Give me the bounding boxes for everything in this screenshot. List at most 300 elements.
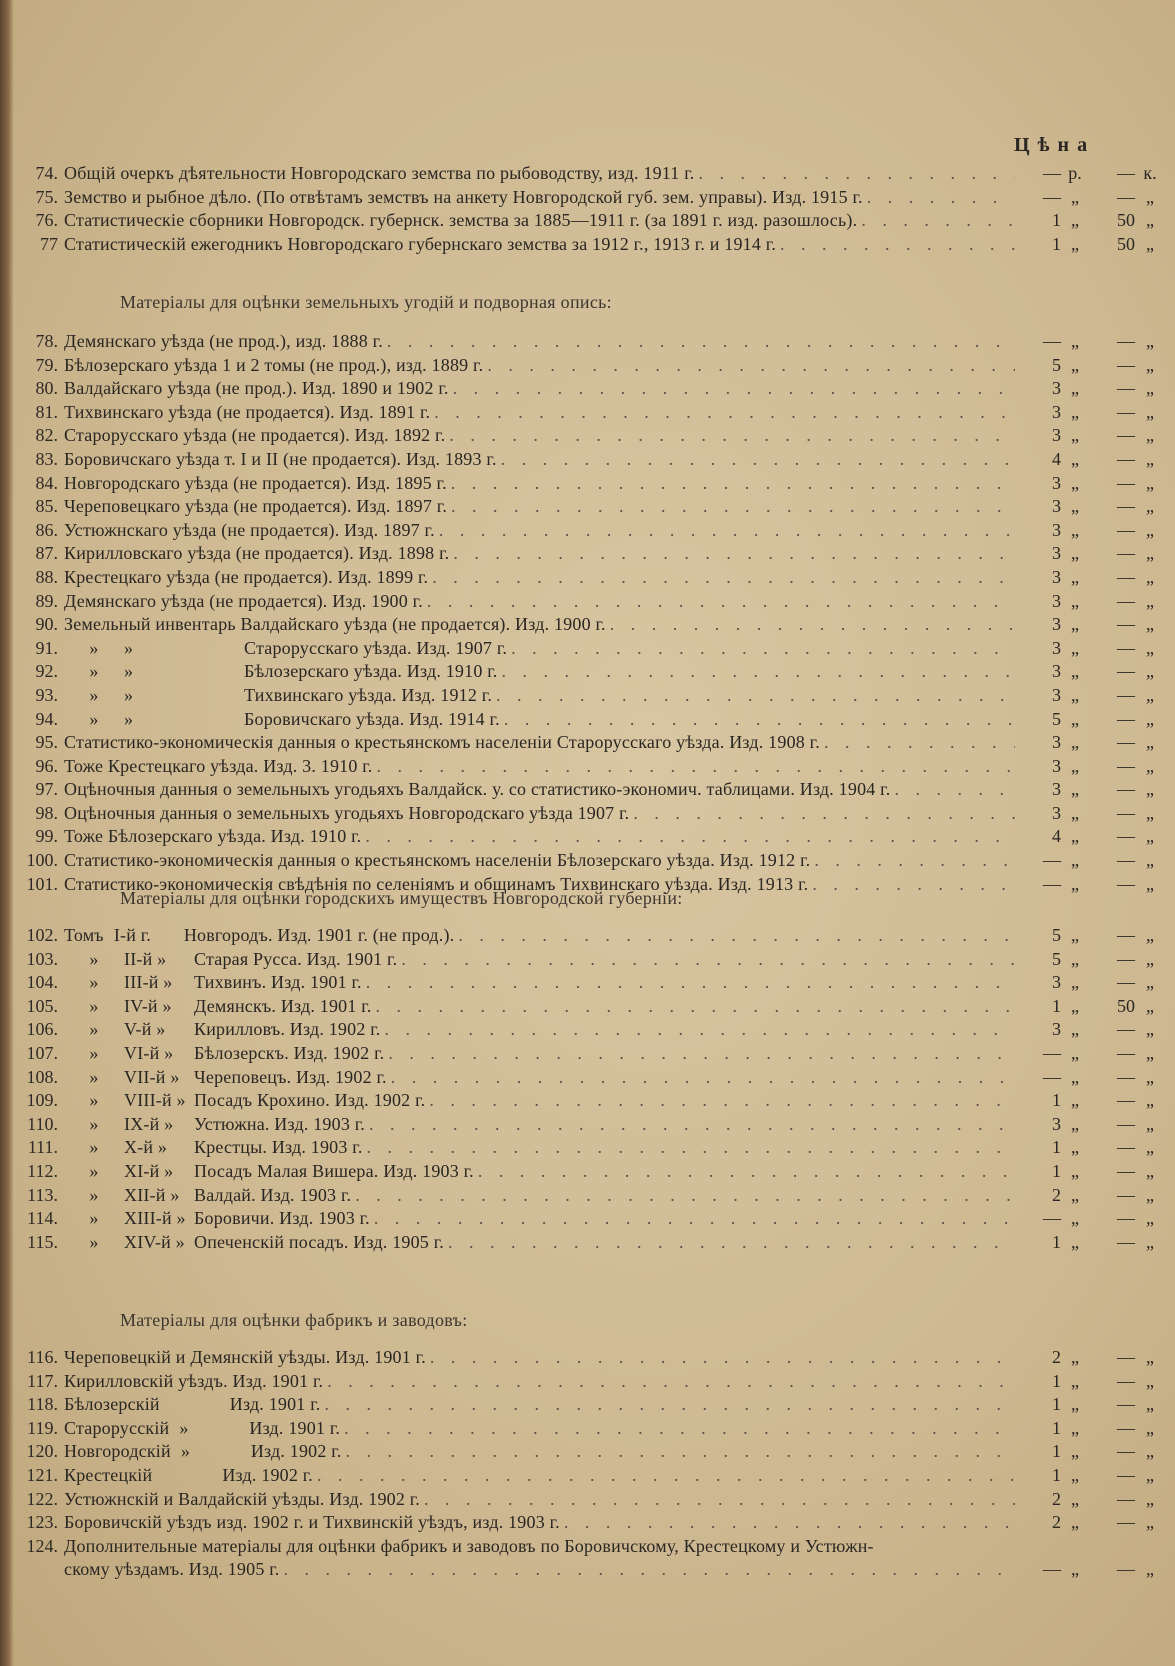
entry-number: 101. [26, 873, 58, 894]
entry-title [64, 519, 435, 543]
price-rubles-unit: „ [1071, 1042, 1079, 1063]
price-rubles: — [1043, 163, 1061, 183]
entry-text: Тоже Бѣлозерскаго уѣзда. Изд. 1910 г. [64, 826, 362, 847]
entry-number: 89. [35, 590, 58, 611]
price-kopecks: — [1117, 755, 1135, 776]
entry-price [1015, 233, 1175, 257]
price-kopecks: — [1117, 1208, 1135, 1229]
dot-leader [351, 1184, 1015, 1208]
entry-number: 80. [35, 378, 58, 399]
entry-prefix-a: » [89, 972, 99, 993]
price-kopecks-unit: „ [1146, 543, 1154, 564]
entry-title [64, 1535, 874, 1559]
price-kopecks-unit: „ [1146, 1137, 1154, 1158]
entry-price [1015, 1440, 1175, 1464]
price-kopecks-unit: „ [1146, 1019, 1154, 1040]
entry-text: Устюжнскій и Валдайскій уѣзды. Изд. 1902 г. [64, 1488, 420, 1509]
price-kopecks-unit: „ [1146, 233, 1154, 254]
entry-prefix-a: » [89, 1160, 99, 1181]
price-kopecks-unit: „ [1146, 873, 1154, 894]
entry-text: Изд. 1902 г. [222, 1464, 314, 1485]
price-kopecks: — [1117, 1512, 1135, 1533]
list-item [0, 542, 1175, 566]
price-kopecks-unit: „ [1146, 590, 1154, 611]
price-rubles-unit: „ [1071, 1512, 1079, 1533]
section-city: Матеріалы для оцѣнки городскихъ имуществъ Новгородской губерніи: [120, 888, 683, 908]
price-kopecks-unit: „ [1146, 566, 1154, 587]
price-kopecks: — [1117, 802, 1135, 823]
list-item [0, 424, 1175, 448]
price-rubles-unit: „ [1071, 779, 1079, 800]
entry-prefix-b: VII-й » [124, 1066, 180, 1087]
price-kopecks-unit: „ [1146, 1090, 1154, 1111]
entry-price [1015, 1042, 1175, 1066]
price-kopecks: — [1117, 1042, 1135, 1063]
price-rubles-unit: „ [1071, 425, 1079, 446]
entry-text: Демянскъ. Изд. 1901 г. [194, 995, 372, 1016]
price-rubles-unit: „ [1071, 186, 1079, 207]
price-rubles: — [1043, 1208, 1061, 1229]
price-kopecks: — [1117, 1090, 1135, 1111]
list-item [0, 1207, 1175, 1231]
entry-prefix-b: X-й » [124, 1137, 168, 1158]
price-rubles-unit: „ [1071, 233, 1079, 254]
entry-text: Кирилловскаго уѣзда (не продается). Изд. 1898 г. [64, 543, 450, 564]
price-rubles-unit: „ [1071, 637, 1079, 658]
dot-leader [445, 424, 1015, 448]
dot-leader [449, 377, 1015, 401]
price-kopecks-unit: „ [1146, 354, 1154, 375]
price-rubles: 3 [1052, 590, 1061, 611]
price-kopecks-unit: „ [1146, 425, 1154, 446]
price-kopecks-unit: „ [1146, 1347, 1154, 1367]
price-rubles: 3 [1052, 425, 1061, 446]
list-item [0, 495, 1175, 519]
entry-title [64, 708, 500, 732]
price-rubles: 3 [1052, 802, 1061, 823]
list-item [0, 590, 1175, 614]
price-kopecks-unit: „ [1146, 802, 1154, 823]
entry-prefix-b: XI-й » [124, 1160, 174, 1181]
entry-text: Череповецкій и Демянскій уѣзды. Изд. 1901 г. [64, 1347, 426, 1367]
entry-price [1015, 330, 1175, 354]
entry-prefix-b: XIV-й » [124, 1231, 185, 1252]
entry-price [1015, 495, 1175, 519]
entry-title [64, 1440, 342, 1464]
price-rubles: 3 [1052, 496, 1061, 517]
entry-title [64, 731, 820, 755]
list-item [0, 948, 1175, 972]
price-rubles-unit: „ [1071, 1464, 1079, 1485]
price-kopecks: — [1117, 1464, 1135, 1485]
price-kopecks: — [1117, 614, 1135, 635]
entry-price [1015, 971, 1175, 995]
price-kopecks-unit: „ [1146, 925, 1154, 945]
dot-leader [435, 519, 1015, 543]
entry-prefix-a: Томъ [64, 925, 104, 945]
dot-leader [447, 495, 1015, 519]
price-kopecks: — [1117, 590, 1135, 611]
entry-prefix-b: » [124, 637, 134, 658]
entry-price [1015, 1393, 1175, 1417]
entry-title [64, 971, 362, 995]
list-item-continuation [0, 1558, 1175, 1582]
dot-leader [863, 186, 1015, 210]
price-kopecks-unit: „ [1146, 448, 1154, 469]
entry-text: Кирилловъ. Изд. 1902 г. [194, 1019, 381, 1040]
price-kopecks-unit: „ [1146, 1512, 1154, 1533]
entry-price [1015, 637, 1175, 661]
price-rubles: 3 [1052, 378, 1061, 399]
dot-leader [373, 755, 1015, 779]
price-rubles: 4 [1052, 826, 1061, 847]
price-rubles-unit: „ [1071, 354, 1079, 375]
entry-price [1015, 542, 1175, 566]
entry-text: Оцѣночныя данныя о земельныхъ угодьяхъ Новгородскаго уѣзда 1907 г. [64, 802, 630, 823]
entry-text: Посадъ Малая Вишера. Изд. 1903 г. [194, 1160, 474, 1181]
entry-price [1015, 1089, 1175, 1113]
entry-number: 116. [27, 1347, 58, 1367]
price-kopecks: — [1117, 1370, 1135, 1391]
entry-prefix-b: IX-й » [124, 1113, 174, 1134]
dot-leader [492, 684, 1015, 708]
list-item [0, 1089, 1175, 1113]
dot-leader [497, 448, 1015, 472]
entry-price [1015, 590, 1175, 614]
price-rubles-unit: „ [1071, 1019, 1079, 1040]
price-rubles: 2 [1052, 1512, 1061, 1533]
entry-price [1015, 1066, 1175, 1090]
price-kopecks: — [1117, 873, 1135, 894]
price-rubles: 3 [1052, 1113, 1061, 1134]
entry-price [1015, 377, 1175, 401]
dot-leader [454, 924, 1015, 948]
entry-text: Тихвинскаго уѣзда (не продается). Изд. 1891 г. [64, 401, 431, 422]
price-kopecks-unit: „ [1146, 1559, 1154, 1580]
entry-prefix-a: Старорусскій [64, 1417, 170, 1438]
entry-price [1015, 519, 1175, 543]
price-kopecks: — [1117, 732, 1135, 753]
price-rubles-unit: „ [1071, 1441, 1079, 1462]
price-rubles-unit: „ [1071, 519, 1079, 540]
price-rubles-unit: „ [1071, 755, 1079, 776]
dot-leader [449, 542, 1015, 566]
dot-leader [890, 778, 1015, 802]
price-rubles: 3 [1052, 401, 1061, 422]
list-item [0, 849, 1175, 873]
entry-prefix-b: VI-й » [124, 1042, 174, 1063]
price-rubles-unit: „ [1071, 802, 1079, 823]
entry-prefix-a: » [89, 1090, 99, 1111]
entry-price [1015, 448, 1175, 472]
price-kopecks-unit: „ [1146, 779, 1154, 800]
price-rubles: 1 [1052, 1137, 1061, 1158]
dot-leader [430, 401, 1015, 425]
entry-text: Бѣлозерскаго уѣзда 1 и 2 томы (не прод.), изд. 1889 г. [64, 354, 484, 375]
entry-price [1015, 660, 1175, 684]
price-rubles-unit: „ [1071, 873, 1079, 894]
price-kopecks-unit: „ [1146, 995, 1154, 1016]
entry-prefix-a: Новгородскій [64, 1441, 171, 1462]
entry-price [1015, 1207, 1175, 1231]
entry-text: Земельный инвентарь Валдайскаго уѣзда (не продается). Изд. 1900 г. [64, 614, 606, 635]
list-item [0, 1417, 1175, 1441]
entry-price [1015, 472, 1175, 496]
entry-price [1015, 1231, 1175, 1255]
entry-price [1015, 684, 1175, 708]
entry-price [1015, 1464, 1175, 1488]
entry-number: 86. [35, 519, 58, 540]
price-kopecks: — [1117, 472, 1135, 493]
entry-title [64, 1136, 363, 1160]
entry-text: Бѣлозерскаго уѣзда. Изд. 1910 г. [244, 661, 498, 682]
list-item [0, 1113, 1175, 1137]
price-kopecks: — [1117, 354, 1135, 375]
entry-title [64, 778, 890, 802]
price-kopecks: 50 [1117, 233, 1135, 254]
price-rubles: — [1043, 1559, 1061, 1580]
price-kopecks: — [1117, 661, 1135, 682]
entry-text: Демянскаго уѣзда (не прод.), изд. 1888 г. [64, 331, 383, 351]
dot-leader [857, 209, 1015, 233]
entry-text: Статистико-экономическія свѣдѣнія по селеніямъ и общинамъ Тихвинскаго уѣзда. Изд. 1913 г. [64, 873, 809, 894]
price-kopecks-unit: „ [1146, 1464, 1154, 1485]
price-kopecks-unit: „ [1146, 401, 1154, 422]
entry-prefix-b: VIII-й » [124, 1090, 186, 1111]
entry-text: Старорусскаго уѣзда (не продается). Изд. 1892 г. [64, 425, 446, 446]
list-item [0, 401, 1175, 425]
entry-number: 96. [35, 755, 58, 776]
price-rubles: 1 [1052, 1441, 1061, 1462]
entry-number: 97. [35, 779, 58, 800]
list-item [0, 1184, 1175, 1208]
entry-prefix-a: » [89, 1042, 99, 1063]
entry-number: 124. [26, 1535, 58, 1556]
entry-prefix-b: V-й » [124, 1019, 166, 1040]
entry-price [1015, 1370, 1175, 1394]
price-rubles-unit: „ [1071, 590, 1079, 611]
dot-leader [313, 1464, 1015, 1488]
price-rubles: 3 [1052, 543, 1061, 564]
dot-leader [397, 948, 1015, 972]
entry-text: Крестецкаго уѣзда (не продается). Изд. 1899 г. [64, 566, 429, 587]
entry-text: Дополнительные матеріалы для оцѣнки фабрикъ и заводовъ по Боровичскому, Крестецкому и Устюжн- [64, 1535, 874, 1556]
price-rubles: — [1043, 1066, 1061, 1087]
price-kopecks: — [1117, 1184, 1135, 1205]
dot-leader [342, 1440, 1015, 1464]
price-kopecks: 50 [1117, 210, 1135, 231]
price-rubles-unit: „ [1071, 708, 1079, 729]
entry-number: 120. [26, 1441, 58, 1462]
price-rubles: 1 [1052, 210, 1061, 231]
entry-number: 78. [35, 331, 58, 351]
price-kopecks-unit: „ [1146, 850, 1154, 871]
price-kopecks: — [1117, 1394, 1135, 1415]
entry-title [64, 1207, 370, 1231]
entry-price [1015, 186, 1175, 210]
price-kopecks: — [1117, 925, 1135, 945]
price-kopecks-unit: „ [1146, 637, 1154, 658]
price-kopecks: — [1117, 378, 1135, 399]
entry-price [1015, 209, 1175, 233]
price-kopecks: — [1117, 163, 1135, 183]
entry-number: 100. [26, 850, 58, 871]
list-item [0, 1231, 1175, 1255]
price-rubles-unit: „ [1071, 1113, 1079, 1134]
price-kopecks-unit: „ [1146, 1113, 1154, 1134]
price-rubles-unit: „ [1071, 1137, 1079, 1158]
list-item [0, 660, 1175, 684]
entry-number: 123. [26, 1512, 58, 1533]
list-item [0, 684, 1175, 708]
entry-prefix-b: XII-й » [124, 1184, 180, 1205]
entry-text: Бѣлозерскъ. Изд. 1902 г. [194, 1042, 385, 1063]
entry-price [1015, 731, 1175, 755]
price-rubles: — [1043, 331, 1061, 351]
list-item [0, 1370, 1175, 1394]
price-rubles: — [1043, 1042, 1061, 1063]
list-item [0, 802, 1175, 826]
price-rubles-unit: „ [1071, 566, 1079, 587]
entry-title [64, 377, 449, 401]
entry-prefix-a: » [89, 1066, 99, 1087]
price-column-header: Цѣна [1014, 134, 1096, 156]
price-kopecks: — [1117, 1137, 1135, 1158]
price-rubles: 3 [1052, 614, 1061, 635]
dot-leader [447, 472, 1015, 496]
entry-prefix-a: » [89, 948, 99, 969]
price-kopecks-unit: „ [1146, 472, 1154, 493]
price-rubles: 1 [1052, 1370, 1061, 1391]
entry-prefix-a: » [89, 708, 99, 729]
price-kopecks: — [1117, 186, 1135, 207]
entry-text: Опеченскій посадъ. Изд. 1905 г. [194, 1231, 444, 1252]
price-rubles: 3 [1052, 779, 1061, 800]
price-kopecks-unit: „ [1146, 948, 1154, 969]
dot-leader [500, 708, 1015, 732]
price-kopecks-unit: „ [1146, 1394, 1154, 1415]
price-kopecks: — [1117, 708, 1135, 729]
dot-leader [370, 1207, 1015, 1231]
entries-land [0, 330, 1175, 896]
entry-title [64, 1184, 351, 1208]
entry-title [64, 542, 449, 566]
dot-leader [279, 1558, 1015, 1582]
list-item [0, 162, 1175, 186]
entry-prefix-a: » [89, 1019, 99, 1040]
dot-leader [381, 1018, 1016, 1042]
entry-price [1015, 566, 1175, 590]
price-kopecks: — [1117, 331, 1135, 351]
entry-number: 111. [27, 1137, 58, 1158]
entry-number: 112. [27, 1160, 58, 1181]
list-item [0, 825, 1175, 849]
list-item [0, 1346, 1175, 1370]
price-rubles-unit: „ [1071, 732, 1079, 753]
price-rubles-unit: „ [1071, 925, 1079, 945]
price-kopecks: — [1117, 972, 1135, 993]
entry-prefix-b: » [124, 661, 134, 682]
price-rubles: 5 [1052, 948, 1061, 969]
price-rubles: 1 [1052, 1231, 1061, 1252]
price-rubles-unit: „ [1071, 210, 1079, 231]
entry-title [64, 1160, 474, 1184]
entry-text: Статистическій ежегодникъ Новгородскаго губернскаго земства за 1912 г., 1913 г. и 1914 г. [64, 233, 777, 254]
entry-title [64, 684, 492, 708]
entry-number: 76. [35, 210, 58, 231]
price-rubles-unit: „ [1071, 331, 1079, 351]
price-rubles-unit: „ [1071, 1394, 1079, 1415]
section-factory: Матеріалы для оцѣнки фабрикъ и заводовъ: [120, 1310, 468, 1330]
entry-price [1015, 1136, 1175, 1160]
entry-title [64, 209, 857, 233]
entry-title [64, 186, 863, 210]
price-kopecks-unit: „ [1146, 755, 1154, 776]
list-item [0, 924, 1175, 948]
list-item [0, 448, 1175, 472]
entry-text: Изд. 1901 г. [249, 1417, 341, 1438]
price-kopecks: — [1117, 1417, 1135, 1438]
dot-leader [383, 330, 1015, 354]
price-kopecks: — [1117, 1441, 1135, 1462]
list-item [0, 186, 1175, 210]
price-kopecks: — [1117, 948, 1135, 969]
entry-number: 87. [35, 543, 58, 564]
price-rubles-unit: „ [1071, 948, 1079, 969]
entry-price [1015, 873, 1175, 897]
price-kopecks-unit: „ [1146, 661, 1154, 682]
price-rubles-unit: „ [1071, 1090, 1079, 1111]
entry-price [1015, 1184, 1175, 1208]
entry-number: 122. [26, 1488, 58, 1509]
entry-price [1015, 1558, 1175, 1582]
price-rubles: 3 [1052, 1019, 1061, 1040]
price-rubles: 1 [1052, 1160, 1061, 1181]
entry-prefix-b: » [124, 708, 134, 729]
price-rubles-unit: „ [1071, 448, 1079, 469]
list-item [0, 1393, 1175, 1417]
price-kopecks: — [1117, 519, 1135, 540]
dot-leader [362, 971, 1015, 995]
entry-prefix-b: III-й » [124, 972, 173, 993]
entry-title [64, 162, 694, 186]
price-kopecks-unit: „ [1146, 331, 1154, 351]
list-item [0, 1042, 1175, 1066]
dot-leader [629, 802, 1015, 826]
entry-number: 121. [26, 1464, 58, 1485]
price-kopecks: — [1117, 1160, 1135, 1181]
entry-price [1015, 802, 1175, 826]
entry-prefix-a: » [89, 637, 99, 658]
list-item [0, 1160, 1175, 1184]
dot-leader [474, 1160, 1015, 1184]
price-rubles-unit: „ [1071, 614, 1079, 635]
price-kopecks-unit: „ [1146, 1066, 1154, 1087]
price-kopecks-unit: „ [1146, 1184, 1154, 1205]
list-item [0, 708, 1175, 732]
price-kopecks-unit: „ [1146, 708, 1154, 729]
entry-number: 79. [35, 354, 58, 375]
entry-title [64, 590, 423, 614]
entry-title [64, 755, 373, 779]
list-item [0, 233, 1175, 257]
entry-text: Валдайскаго уѣзда (не прод.). Изд. 1890 и 1902 г. [64, 378, 449, 399]
entry-number: 84. [35, 472, 58, 493]
entry-text: Боровичскаго уѣзда т. I и II (не продается). Изд. 1893 г. [64, 448, 497, 469]
entry-title [64, 1511, 560, 1535]
entry-price [1015, 924, 1175, 948]
price-rubles-unit: „ [1071, 1488, 1079, 1509]
